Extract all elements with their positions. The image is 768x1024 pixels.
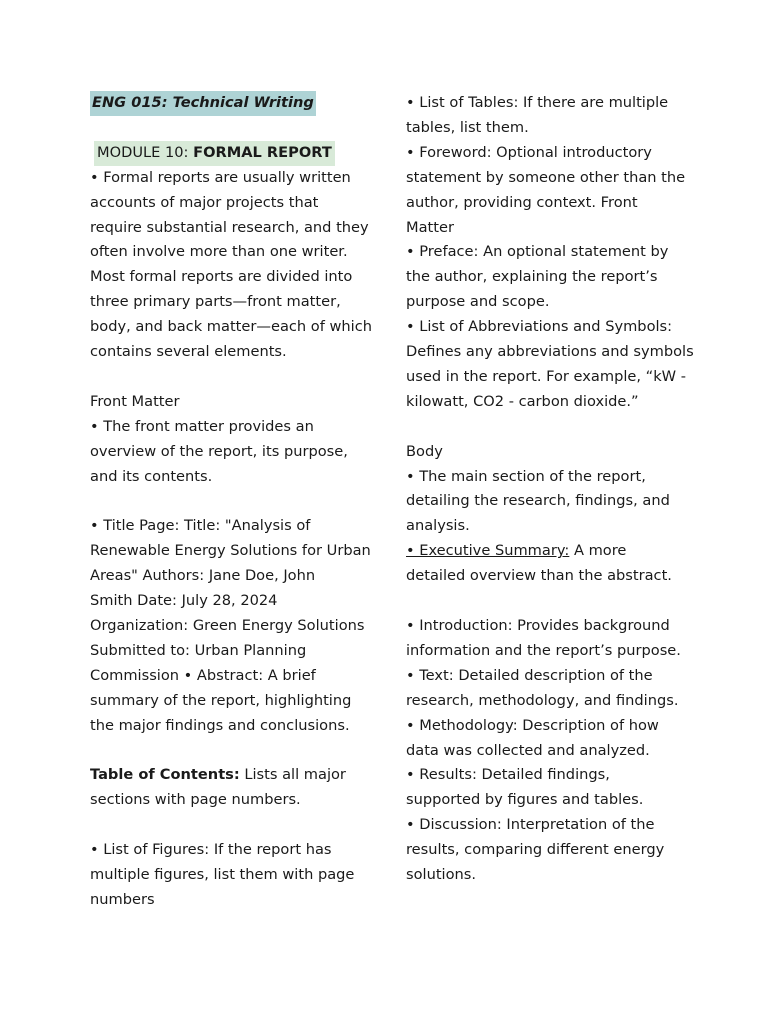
executive-summary-label: • Executive Summary: (406, 542, 570, 560)
preface-paragraph: • Preface: An optional statement by the author, explaining the report’s purpose and scope. (406, 243, 669, 311)
module-title: MODULE 10: FORMAL REPORT (94, 141, 335, 166)
front-matter-paragraph: • The front matter provides an overview of the report, its purpose, and its contents. (90, 417, 348, 485)
intro-paragraph: • Formal reports are usually written accounts of major projects that require substantial research, and they often involve more than one writer. Most formal reports are divided into three primary parts—front matter, body, and back matter—each of which contains several elements. (90, 168, 373, 361)
results-paragraph: • Results: Detailed findings, supported by figures and tables. (406, 766, 644, 809)
foreword-paragraph: • Foreword: Optional introductory statement by someone other than the author, providing context. Front Matter (406, 143, 686, 236)
executive-summary-paragraph: • Executive Summary: A more detailed overview than the abstract. (406, 542, 672, 585)
introduction-paragraph: • Introduction: Provides background information and the report’s purpose. (406, 617, 681, 659)
left-column (90, 91, 375, 913)
body-paragraph: • The main section of the report, detailing the research, findings, and analysis. (406, 467, 670, 535)
discussion-paragraph: • Discussion: Interpretation of the results, comparing different energy solutions. (406, 816, 665, 884)
abbreviations-paragraph: • List of Abbreviations and Symbols: Defines any abbreviations and symbols used in the report. For example, “kW - kilowatt, CO2 - carbon dioxide.” (406, 318, 694, 410)
table-of-contents-paragraph: Table of Contents: Lists all major sections with page numbers. (90, 766, 346, 809)
toc-label: Table of Contents: (90, 766, 240, 784)
text-paragraph: • Text: Detailed description of the research, methodology, and findings. (406, 666, 679, 709)
list-of-figures-paragraph: • List of Figures: If the report has multiple figures, list them with page numbers (90, 841, 355, 908)
list-of-tables-paragraph: • List of Tables: If there are multiple tables, list them. (406, 94, 669, 136)
front-matter-heading: Front Matter (90, 392, 180, 410)
right-column (406, 91, 694, 888)
methodology-paragraph: • Methodology: Description of how data was collected and analyzed. (406, 716, 659, 759)
body-heading: Body (406, 442, 443, 460)
course-title: ENG 015: Technical Writing (90, 91, 316, 116)
title-page-paragraph: • Title Page: Title: "Analysis of Renewable Energy Solutions for Urban Areas" Authors: Jane Doe, John Smith Date: July 28, 2024 Organization: Green Energy Solutions Submitted to: Urban Planning Commission • Abstract: A brief summary of the report, highlighting the major findings and conclusions. (90, 517, 371, 734)
